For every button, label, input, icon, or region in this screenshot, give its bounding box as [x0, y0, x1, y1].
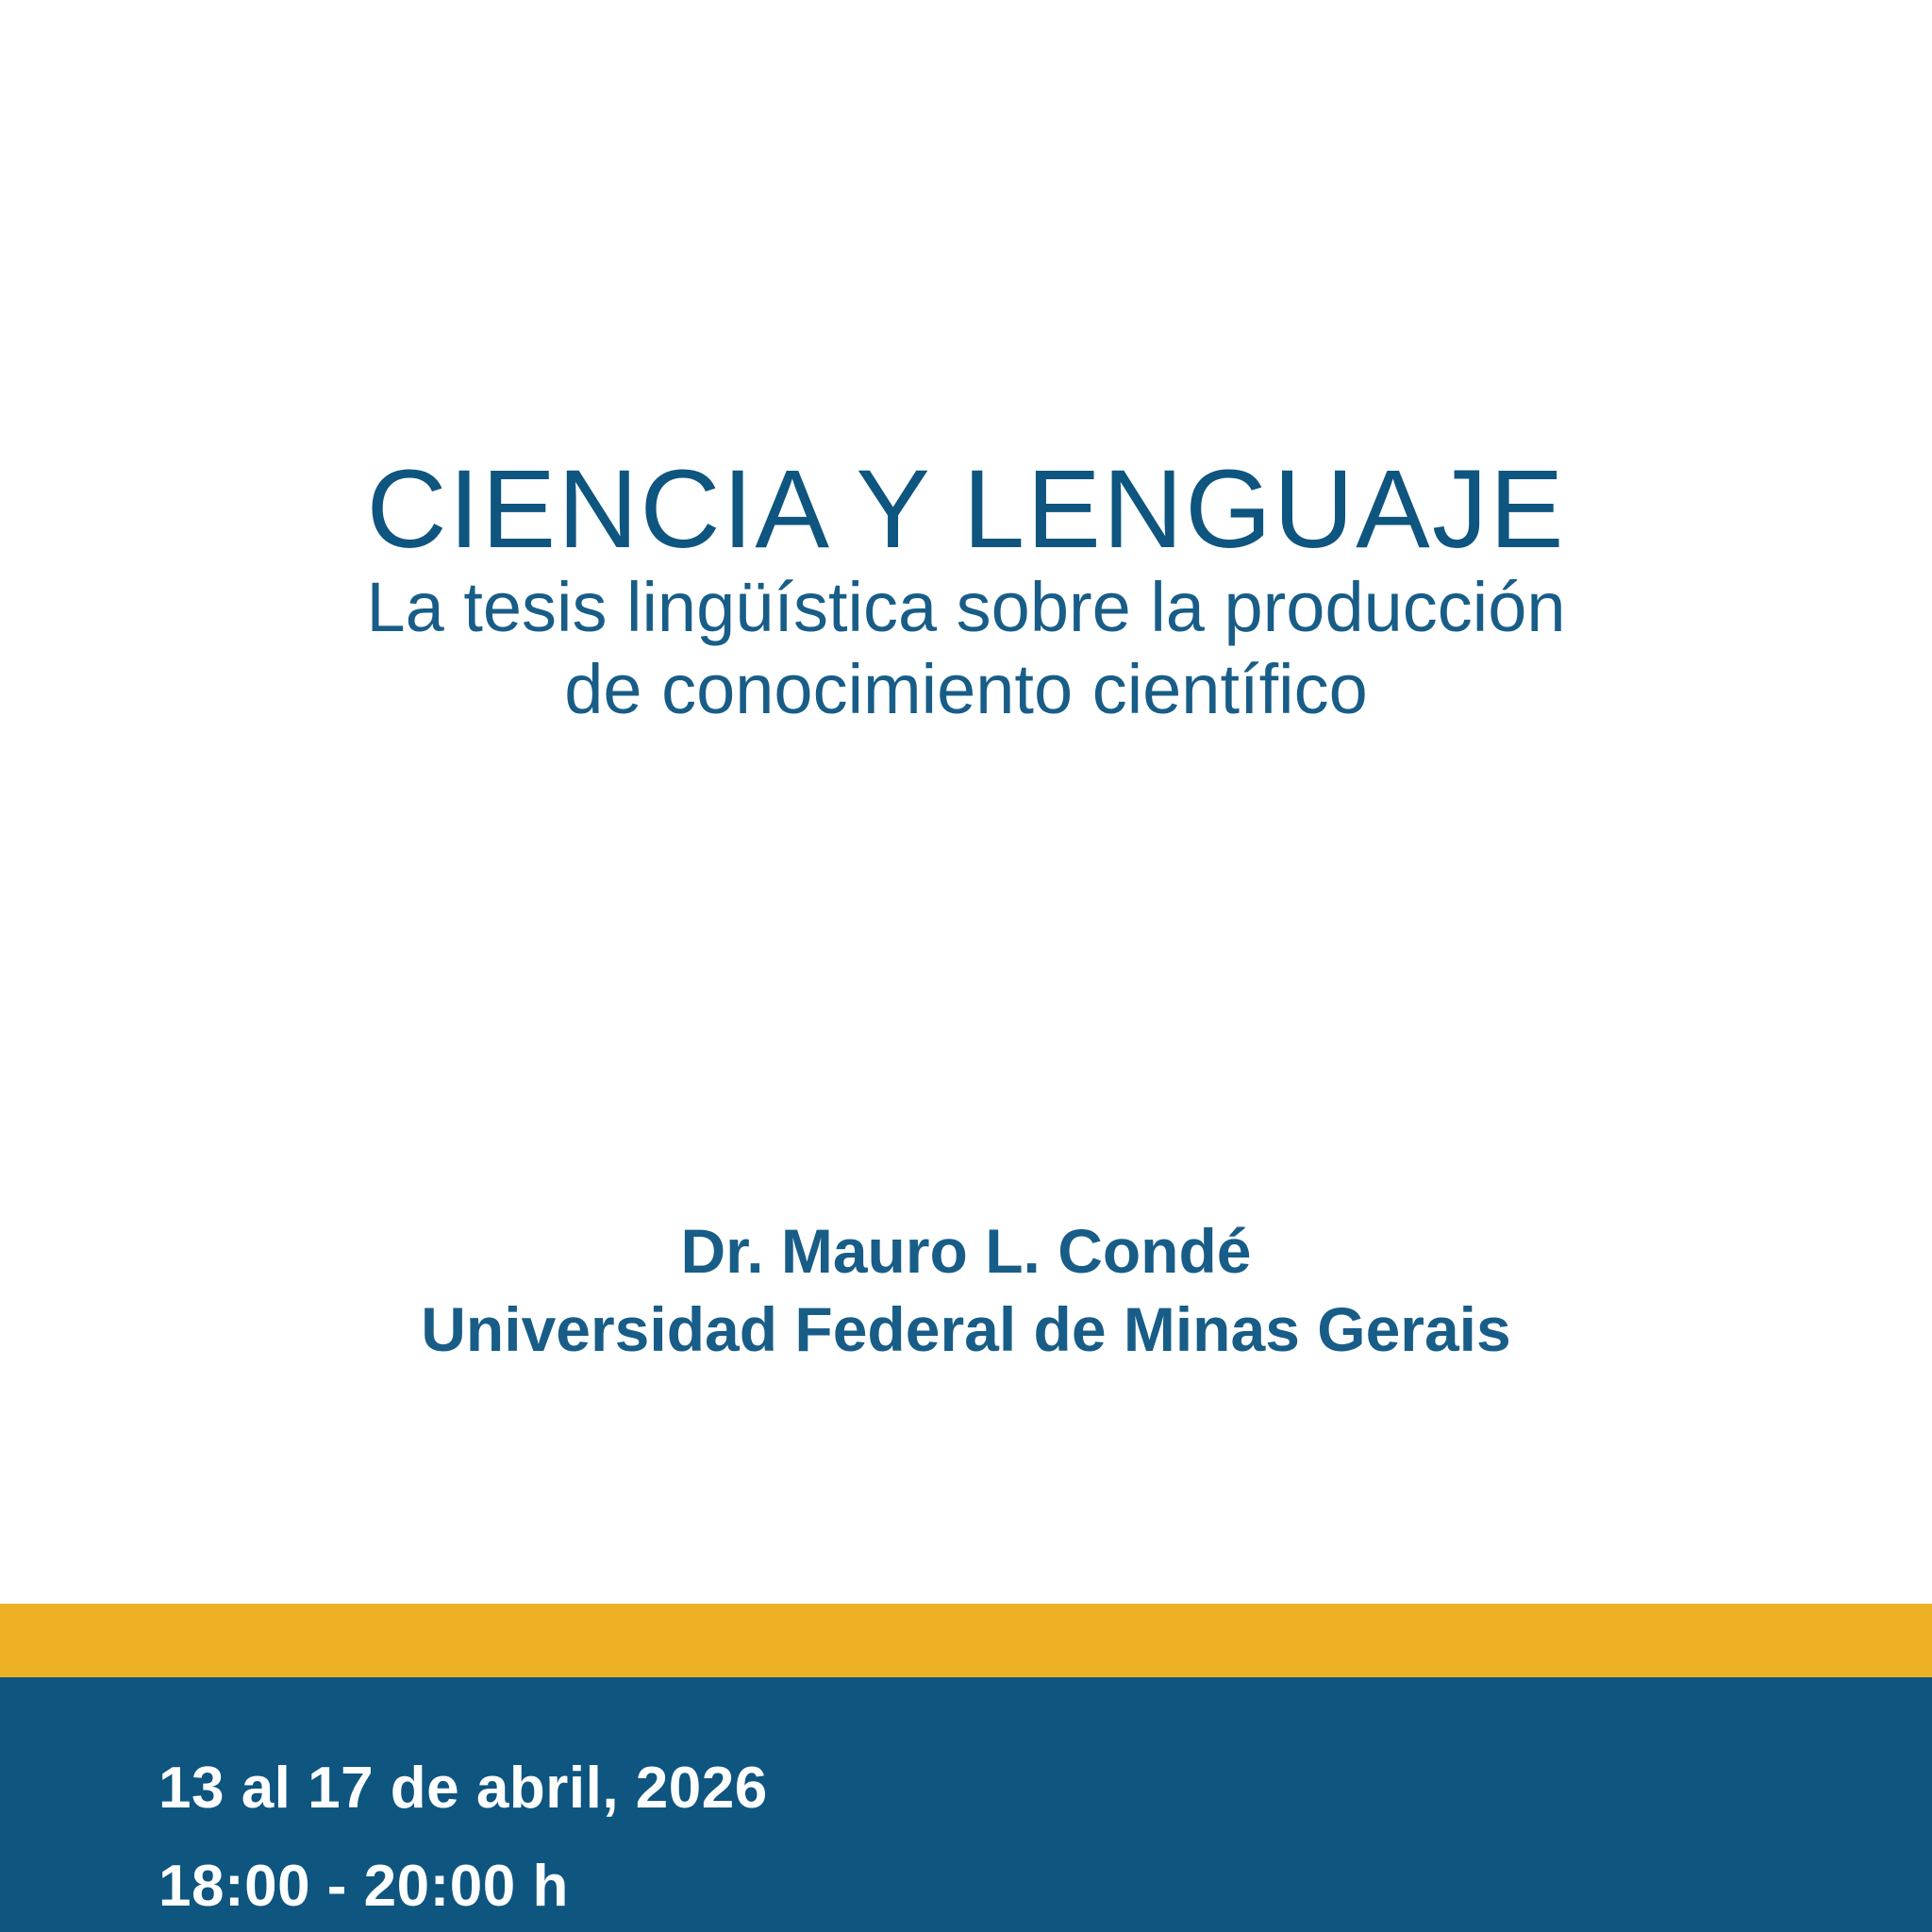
poster-footer — [0, 1677, 1932, 1932]
event-date: 13 al 17 de abril, 2026 — [158, 1756, 768, 1821]
event-time: 18:00 - 20:00 h — [158, 1854, 569, 1919]
poster-subtitle — [230, 566, 1702, 731]
subtitle-line-2: de conocimiento científico — [564, 650, 1368, 729]
gold-divider-bar — [0, 1604, 1932, 1677]
speaker-block — [164, 1212, 1768, 1368]
speaker-name: Dr. Mauro L. Condé — [680, 1216, 1252, 1286]
subtitle-line-1: La tesis lingüística sobre la producción — [366, 568, 1566, 646]
speaker-affiliation: Universidad Federal de Minas Gerais — [421, 1293, 1511, 1364]
page-title: CIENCIA Y LENGUAJE — [366, 447, 1566, 573]
